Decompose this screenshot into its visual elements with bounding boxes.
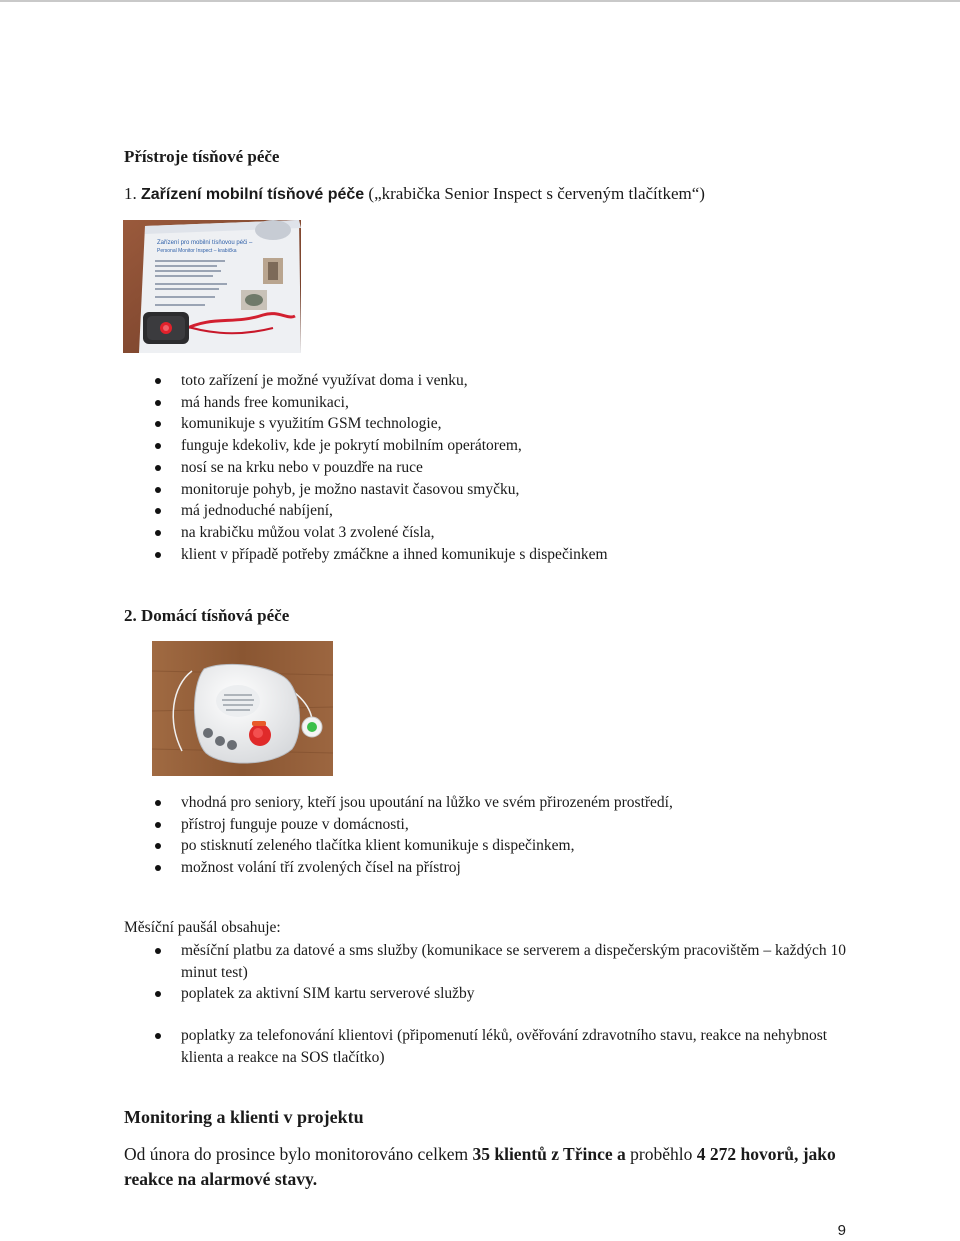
monthly-fee-label: Měsíční paušál obsahuje: (124, 919, 281, 936)
heading-monitoring: Monitoring a klienti v projektu (124, 1107, 364, 1127)
page-number: 9 (837, 1222, 846, 1239)
list-item: po stisknutí zeleného tlačítka klient komunikuje s dispečinkem, (124, 835, 864, 857)
list-item: klient v případě potřeby zmáčkne a ihned komunikuje s dispečinkem (124, 544, 864, 566)
list-item: monitoruje pohyb, je možno nastavit časovou smyčku, (124, 479, 864, 501)
photo-home-care-illustration (152, 641, 333, 776)
heading-mobile-device (124, 184, 705, 204)
list-item: přístroj funguje pouze v domácnosti, (124, 814, 864, 836)
photo-senior-inspect-box (123, 220, 301, 353)
monitoring-text-1: Od února do prosince bylo monitorováno celkem (124, 1144, 473, 1164)
list-item: komunikuje s využitím GSM technologie, (124, 413, 864, 435)
list-item: toto zařízení je možné využívat doma i venku, (124, 370, 864, 392)
photo1-sheet-title: Zařízení pro mobilní tísňovou péči – (157, 240, 253, 246)
monthly-fee-items (124, 940, 864, 1069)
list-item: funguje kdekoliv, kde je pokrytí mobilním operátorem, (124, 435, 864, 457)
monitoring-summary (124, 1142, 844, 1192)
list-item: vhodná pro seniory, kteří jsou upoutání na lůžko ve svém přirozeném prostředí, (124, 792, 864, 814)
monitoring-text-2: proběhlo (625, 1144, 697, 1164)
home-care-features (124, 792, 864, 879)
photo-senior-inspect-illustration (123, 220, 301, 353)
page-top-rule (0, 0, 960, 2)
list-item: měsíční platbu za datové a sms služby (komunikace se serverem a dispečerským pracovištěm – každých 10 minut test) (124, 940, 864, 983)
heading-number: 1. (124, 184, 141, 203)
section-title-devices: Přístroje tísňové péče (124, 147, 280, 166)
heading-mobile-device-name: Zařízení mobilní tísňové péče (141, 186, 365, 203)
mobile-device-features (124, 370, 864, 565)
list-item: poplatek za aktivní SIM kartu serverové služby (124, 983, 864, 1005)
photo-home-care-device (152, 641, 333, 776)
heading-home-care: 2. Domácí tísňová péče (124, 606, 290, 625)
photo1-sheet-subtitle: Personal Monitor Inspect – krabička (157, 248, 237, 254)
list-item: poplatky za telefonování klientovi (připomenutí léků, ověřování zdravotního stavu, reakce na nehybnost klienta a reakce na SOS tlačítko) (124, 1025, 864, 1068)
list-item: nosí se na krku nebo v pouzdře na ruce (124, 457, 864, 479)
list-item: má jednoduché nabíjení, (124, 500, 864, 522)
list-item: má hands free komunikaci, (124, 392, 864, 414)
monitoring-clients-count: 35 klientů z Třince a (472, 1144, 626, 1164)
list-item: možnost volání tří zvolených čísel na přístroj (124, 857, 864, 879)
list-item: na krabičku můžou volat 3 zvolené čísla, (124, 522, 864, 544)
monitoring-calls-count: 4 272 hovorů, jako reakce na alarmové stavy. (124, 1144, 836, 1189)
heading-mobile-device-note: („krabička Senior Inspect s červeným tlačítkem“) (364, 184, 705, 203)
